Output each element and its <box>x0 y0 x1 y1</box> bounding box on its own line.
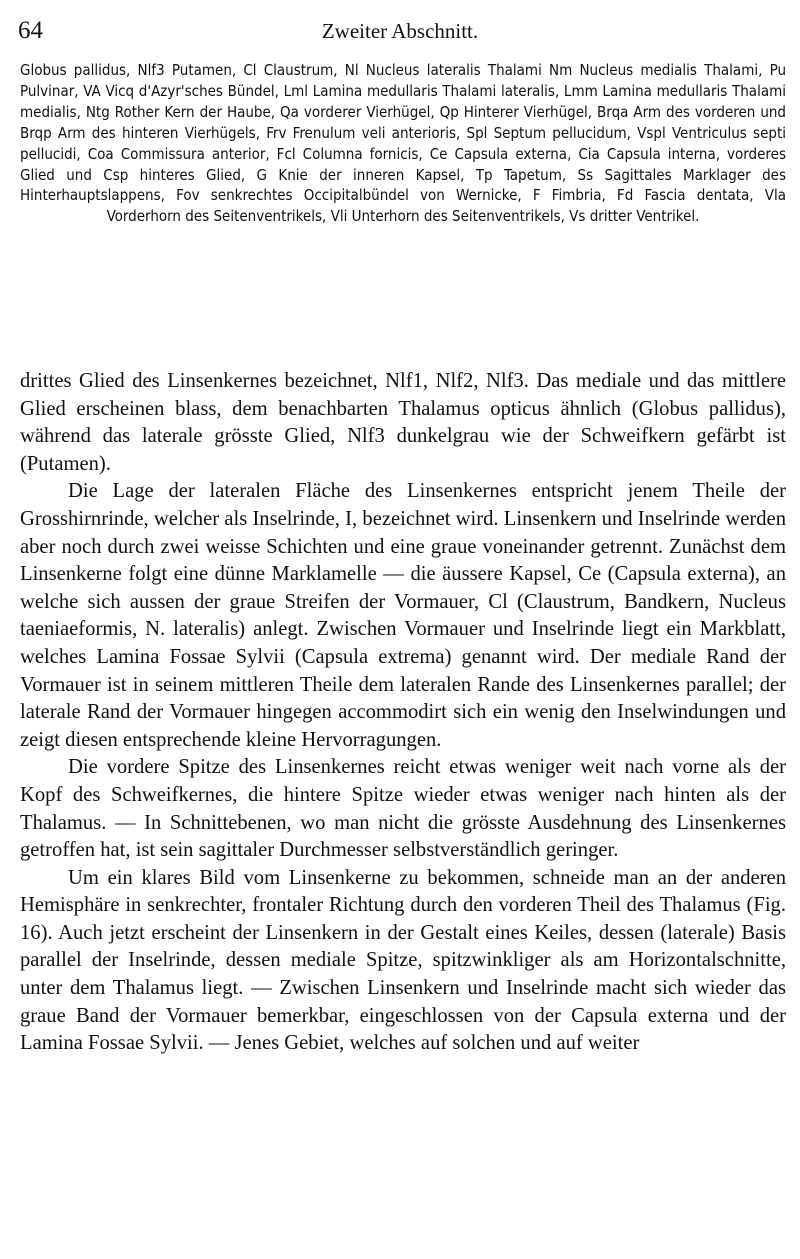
paragraph: Die Lage der lateralen Fläche des Linsenkernes entspricht jenem Theile der Grosshirnrinde, welcher als Inselrinde, I, bezeichnet wird. Linsenkern und Inselrinde werden aber noch durch zwei weisse Schichten und eine graue voneinander getrennt. Zunächst dem Linsenkerne folgt eine dünne Marklamelle — die äussere Kapsel, Ce (Capsula externa), an welche sich aussen der graue Streifen der Vormauer, Cl (Claustrum, Bandkern, Nucleus taeniaeformis, N. lateralis) anlegt. Zwischen Vormauer und Inselrinde liegt ein Markblatt, welches Lamina Fossae Sylvii (Capsula extrema) genannt wird. Der mediale Rand der Vormauer ist in seinem mittleren Theile dem lateralen Rande des Linsenkernes parallel; der laterale Rand der Vormauer hingegen accommodirt sich ein wenig den Inselwindungen und zeigt diesen entsprechende kleine Hervorragungen. <box>20 480 786 751</box>
figure-legend: Globus pallidus, Nlf3 Putamen, Cl Claustrum, Nl Nucleus lateralis Thalami Nm Nucleus medialis Thalami, Pu Pulvinar, VA Vicq d'Azyr'sches Bündel, Lml Lamina medullaris Thalami lateralis, Lmm Lamina medullaris Thalami medialis, Ntg Rother Kern der Haube, Qa vorderer Vierhügel, Qp Hinterer Vierhügel, Brqa Arm des vorderen und Brqp Arm des hinteren Vierhügels, Frv Frenulum veli anterioris, Spl Septum pellucidum, Vspl Ventriculus septi pellucidi, Coa Commissura anterior, Fcl Columna fornicis, Ce Capsula externa, Cia Capsula interna, vorderes Glied und Csp hinteres Glied, G Knie der inneren Kapsel, Tp Tapetum, Ss Sagittales Marklager des Hinterhauptslappens, Fov senkrechtes Occipitalbündel von Wernicke, F Fimbria, Fd Fascia dentata, Vla Vorderhorn des Seitenventrikels, Vli Unterhorn des Seitenventrikels, Vs dritter Ventrikel. <box>20 61 786 226</box>
paragraph-continued: drittes Glied des Linsenkernes bezeichnet, Nlf1, Nlf2, Nlf3. Das mediale und das mittlere Glied erscheinen blass, dem benachbarten Thalamus opticus ähnlich (Globus pallidus), während das laterale grösste Glied, Nlf3 dunkelgrau wie der Schweifkern gefärbt ist (Putamen). <box>20 370 786 475</box>
running-head: Zweiter Abschnitt. <box>321 19 479 43</box>
paragraph: Um ein klares Bild vom Linsenkerne zu bekommen, schneide man an der anderen Hemisphäre in senkrechter, frontaler Richtung durch den vorderen Theil des Thalamus (Fig. 16). Auch jetzt erscheint der Linsenkern in der Gestalt eines Keiles, dessen (laterale) Basis parallel der Inselrinde, dessen mediale Spitze, spitzwinkliger als am Horizontalschnitte, unter dem Thalamus liegt. — Zwischen Linsenkern und Inselrinde macht sich wieder das graue Band der Vormauer bemerkbar, eingeschlossen von der Capsula externa und der Lamina Fossae Sylvii. — Jenes Gebiet, welches auf solchen und auf weiter <box>20 866 786 1055</box>
paragraph: Die vordere Spitze des Linsenkernes reicht etwas weniger weit nach vorne als der Kopf des Schweifkernes, die hintere Spitze wieder etwas weniger nach hinten als der Thalamus. — In Schnittebenen, wo man nicht die grösste Ausdehnung des Linsenkernes getroffen hat, ist sein sagittaler Durchmesser selbstverständlich geringer. <box>20 756 786 862</box>
page-header <box>0 14 800 48</box>
main-text <box>20 368 786 1058</box>
page-number: 64 <box>18 17 43 44</box>
